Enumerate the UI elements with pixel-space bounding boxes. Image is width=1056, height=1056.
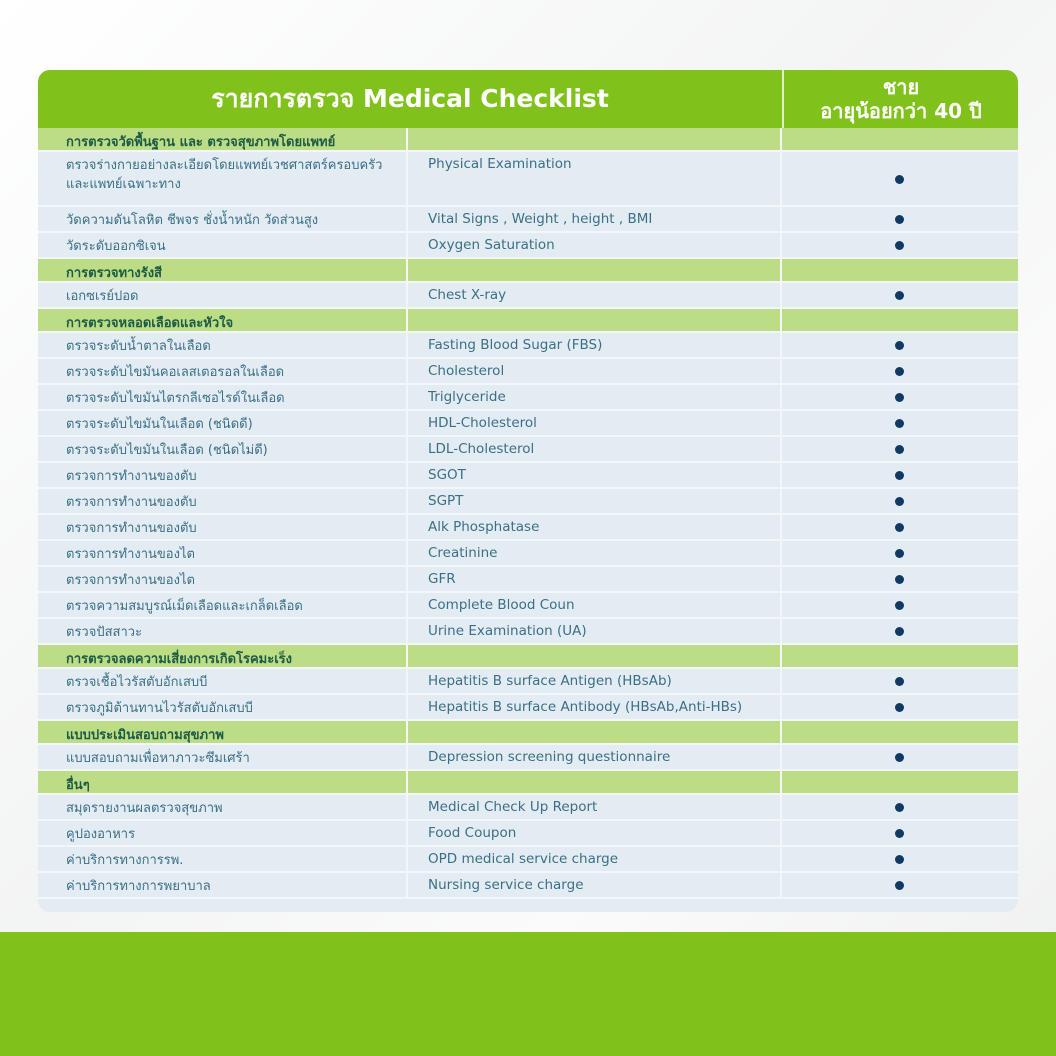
checklist-row: [38, 695, 1018, 721]
included-cell: [782, 669, 1018, 693]
english-name-cell: [408, 619, 782, 643]
section-package-cell: [782, 259, 1018, 281]
included-cell: [782, 207, 1018, 231]
included-cell: [782, 283, 1018, 307]
section-title-cell: [38, 721, 408, 743]
english-item-name: Cholesterol: [428, 363, 505, 379]
included-dot-icon: [895, 549, 904, 558]
thai-item-name: ค่าบริการทางการรพ.: [66, 853, 184, 868]
section-header-row: [38, 721, 1018, 745]
english-name-cell: [408, 385, 782, 409]
thai-name-cell: [38, 593, 408, 617]
english-item-name: Triglyceride: [428, 389, 506, 405]
thai-name-cell: [38, 411, 408, 435]
included-cell: [782, 821, 1018, 845]
section-package-cell: [782, 721, 1018, 743]
included-cell: [782, 152, 1018, 205]
english-name-cell: [408, 463, 782, 487]
thai-name-cell: [38, 821, 408, 845]
included-cell: [782, 795, 1018, 819]
thai-item-name: แบบสอบถามเพื่อหาภาวะซึมเศร้า: [66, 751, 250, 766]
english-name-cell: [408, 541, 782, 565]
included-cell: [782, 333, 1018, 357]
thai-name-cell: [38, 333, 408, 357]
section-title: การตรวจวัดพื้นฐาน และ ตรวจสุขภาพโดยแพทย์: [66, 135, 336, 150]
package-column-header: [784, 70, 1018, 128]
included-dot-icon: [895, 291, 904, 300]
included-dot-icon: [895, 627, 904, 636]
section-header-row: [38, 771, 1018, 795]
thai-name-cell: [38, 152, 408, 205]
thai-item-name: ตรวจการทำงานของไต: [66, 547, 195, 562]
section-title-cell: [38, 645, 408, 667]
checklist-row: [38, 795, 1018, 821]
thai-item-name: ตรวจระดับไขมันในเลือด (ชนิดไม่ดี): [66, 443, 268, 458]
english-name-cell: [408, 333, 782, 357]
checklist-row: [38, 152, 1018, 207]
section-header-row: [38, 259, 1018, 283]
section-title-cell: [38, 771, 408, 793]
english-item-name: Hepatitis B surface Antibody (HBsAb,Anti-HBs): [428, 699, 743, 715]
english-item-name: Chest X-ray: [428, 287, 507, 303]
table-body: [38, 128, 1018, 899]
checklist-row: [38, 207, 1018, 233]
thai-item-name: ตรวจความสมบูรณ์เม็ดเลือดและเกล็ดเลือด: [66, 599, 303, 614]
english-item-name: Alk Phosphatase: [428, 519, 540, 535]
included-cell: [782, 873, 1018, 897]
english-item-name: Complete Blood Coun: [428, 597, 575, 613]
included-dot-icon: [895, 445, 904, 454]
english-item-name: Fasting Blood Sugar (FBS): [428, 337, 603, 353]
included-cell: [782, 847, 1018, 871]
checklist-row: [38, 437, 1018, 463]
section-package-cell: [782, 128, 1018, 150]
thai-item-name: ค่าบริการทางการพยาบาล: [66, 879, 211, 894]
thai-item-name: ตรวจการทำงานของตับ: [66, 495, 197, 510]
english-name-cell: [408, 207, 782, 231]
checklist-row: [38, 515, 1018, 541]
included-dot-icon: [895, 175, 904, 184]
checklist-row: [38, 541, 1018, 567]
thai-name-cell: [38, 515, 408, 539]
included-cell: [782, 463, 1018, 487]
included-dot-icon: [895, 803, 904, 812]
included-dot-icon: [895, 215, 904, 224]
thai-name-cell: [38, 463, 408, 487]
english-item-name: HDL-Cholesterol: [428, 415, 537, 431]
english-name-cell: [408, 489, 782, 513]
english-item-name: Food Coupon: [428, 825, 517, 841]
thai-item-name: ตรวจการทำงานของตับ: [66, 521, 197, 536]
checklist-row: [38, 333, 1018, 359]
checklist-row: [38, 385, 1018, 411]
section-package-cell: [782, 309, 1018, 331]
included-dot-icon: [895, 677, 904, 686]
checklist-row: [38, 593, 1018, 619]
included-dot-icon: [895, 881, 904, 890]
thai-name-cell: [38, 669, 408, 693]
included-cell: [782, 359, 1018, 383]
english-item-name: GFR: [428, 571, 456, 587]
included-dot-icon: [895, 367, 904, 376]
english-name-cell: [408, 873, 782, 897]
english-item-name: Vital Signs , Weight , height , BMI: [428, 211, 653, 227]
section-empty-cell: [408, 128, 782, 150]
included-cell: [782, 695, 1018, 719]
english-name-cell: [408, 821, 782, 845]
thai-name-cell: [38, 695, 408, 719]
included-dot-icon: [895, 575, 904, 584]
table-title: รายการตรวจ Medical Checklist: [211, 84, 609, 113]
checklist-row: [38, 463, 1018, 489]
thai-name-cell: [38, 567, 408, 591]
english-item-name: Urine Examination (UA): [428, 623, 587, 639]
included-dot-icon: [895, 497, 904, 506]
thai-name-cell: [38, 847, 408, 871]
section-title: การตรวจหลอดเลือดและหัวใจ: [66, 316, 234, 331]
english-item-name: Creatinine: [428, 545, 498, 561]
included-dot-icon: [895, 341, 904, 350]
thai-item-name: ตรวจระดับน้ำตาลในเลือด: [66, 339, 211, 354]
footer-green-band: [0, 932, 1056, 1056]
checklist-row: [38, 619, 1018, 645]
included-dot-icon: [895, 393, 904, 402]
thai-name-cell: [38, 207, 408, 231]
section-empty-cell: [408, 721, 782, 743]
thai-item-name: ตรวจระดับไขมันคอเลสเตอรอลในเลือด: [66, 365, 285, 380]
section-header-row: [38, 309, 1018, 333]
included-dot-icon: [895, 753, 904, 762]
section-package-cell: [782, 771, 1018, 793]
checklist-row: [38, 745, 1018, 771]
included-dot-icon: [895, 703, 904, 712]
english-name-cell: [408, 437, 782, 461]
checklist-row: [38, 233, 1018, 259]
english-name-cell: [408, 152, 782, 205]
section-package-cell: [782, 645, 1018, 667]
english-item-name: Medical Check Up Report: [428, 799, 598, 815]
checklist-row: [38, 847, 1018, 873]
included-cell: [782, 541, 1018, 565]
included-cell: [782, 385, 1018, 409]
thai-item-name: ตรวจภูมิต้านทานไวรัสตับอักเสบบี: [66, 701, 253, 716]
medical-checklist-table: [38, 70, 1018, 912]
english-name-cell: [408, 283, 782, 307]
english-name-cell: [408, 515, 782, 539]
english-item-name: Depression screening questionnaire: [428, 749, 671, 765]
english-item-name: SGOT: [428, 467, 466, 483]
included-cell: [782, 745, 1018, 769]
checklist-row: [38, 821, 1018, 847]
english-name-cell: [408, 593, 782, 617]
section-header-row: [38, 645, 1018, 669]
thai-name-cell: [38, 541, 408, 565]
english-item-name: OPD medical service charge: [428, 851, 619, 867]
checklist-row: [38, 283, 1018, 309]
thai-name-cell: [38, 795, 408, 819]
english-item-name: Physical Examination: [428, 156, 572, 172]
section-title: การตรวจลดความเสี่ยงการเกิดโรคมะเร็ง: [66, 652, 293, 667]
included-cell: [782, 567, 1018, 591]
included-dot-icon: [895, 471, 904, 480]
included-cell: [782, 619, 1018, 643]
section-empty-cell: [408, 309, 782, 331]
thai-item-name: ตรวจระดับไขมันในเลือด (ชนิดดี): [66, 417, 253, 432]
package-column-gender: ชาย: [882, 75, 920, 99]
thai-name-cell: [38, 489, 408, 513]
included-dot-icon: [895, 855, 904, 864]
thai-item-name: ตรวจเชื้อไวรัสตับอักเสบบี: [66, 675, 208, 690]
included-cell: [782, 233, 1018, 257]
checklist-row: [38, 411, 1018, 437]
section-title: การตรวจทางรังสี: [66, 266, 162, 281]
checklist-row: [38, 489, 1018, 515]
english-name-cell: [408, 745, 782, 769]
thai-name-cell: [38, 359, 408, 383]
checklist-row: [38, 873, 1018, 899]
included-dot-icon: [895, 241, 904, 250]
section-title: แบบประเมินสอบถามสุขภาพ: [66, 728, 224, 743]
thai-name-cell: [38, 385, 408, 409]
thai-item-name: ตรวจการทำงานของไต: [66, 573, 195, 588]
included-cell: [782, 437, 1018, 461]
english-item-name: Hepatitis B surface Antigen (HBsAb): [428, 673, 672, 689]
section-title-cell: [38, 259, 408, 281]
thai-name-cell: [38, 619, 408, 643]
english-name-cell: [408, 359, 782, 383]
english-name-cell: [408, 847, 782, 871]
section-header-row: [38, 128, 1018, 152]
thai-item-name: คูปองอาหาร: [66, 827, 136, 842]
included-cell: [782, 489, 1018, 513]
included-cell: [782, 593, 1018, 617]
checklist-row: [38, 567, 1018, 593]
english-item-name: Oxygen Saturation: [428, 237, 555, 253]
english-item-name: Nursing service charge: [428, 877, 584, 893]
included-dot-icon: [895, 829, 904, 838]
thai-item-name: ตรวจร่างกายอย่างละเอียดโดยแพทย์เวชศาสตร์ครอบครัวและแพทย์เฉพาะทาง: [66, 158, 383, 192]
thai-name-cell: [38, 745, 408, 769]
english-name-cell: [408, 411, 782, 435]
thai-name-cell: [38, 437, 408, 461]
included-dot-icon: [895, 419, 904, 428]
thai-item-name: เอกซเรย์ปอด: [66, 289, 139, 304]
section-empty-cell: [408, 645, 782, 667]
thai-name-cell: [38, 873, 408, 897]
english-name-cell: [408, 233, 782, 257]
english-name-cell: [408, 567, 782, 591]
included-dot-icon: [895, 523, 904, 532]
thai-name-cell: [38, 233, 408, 257]
english-name-cell: [408, 669, 782, 693]
thai-item-name: ตรวจระดับไขมันไตรกลีเซอไรด์ในเลือด: [66, 391, 285, 406]
english-name-cell: [408, 795, 782, 819]
thai-item-name: ตรวจปัสสาวะ: [66, 625, 143, 640]
thai-item-name: วัดระดับออกซิเจน: [66, 239, 166, 254]
thai-item-name: สมุดรายงานผลตรวจสุขภาพ: [66, 801, 223, 816]
included-dot-icon: [895, 601, 904, 610]
thai-item-name: วัดความดันโลหิต ชีพจร ชั่งน้ำหนัก วัดส่วนสูง: [66, 213, 319, 228]
included-cell: [782, 515, 1018, 539]
english-item-name: SGPT: [428, 493, 464, 509]
package-column-age: อายุน้อยกว่า 40 ปี: [820, 99, 982, 123]
english-name-cell: [408, 695, 782, 719]
thai-name-cell: [38, 283, 408, 307]
included-cell: [782, 411, 1018, 435]
section-title-cell: [38, 309, 408, 331]
english-item-name: LDL-Cholesterol: [428, 441, 535, 457]
checklist-row: [38, 669, 1018, 695]
section-title: อื่นๆ: [66, 778, 90, 793]
section-title-cell: [38, 128, 408, 150]
section-empty-cell: [408, 259, 782, 281]
checklist-row: [38, 359, 1018, 385]
section-empty-cell: [408, 771, 782, 793]
thai-item-name: ตรวจการทำงานของตับ: [66, 469, 197, 484]
table-header: [38, 70, 1018, 128]
